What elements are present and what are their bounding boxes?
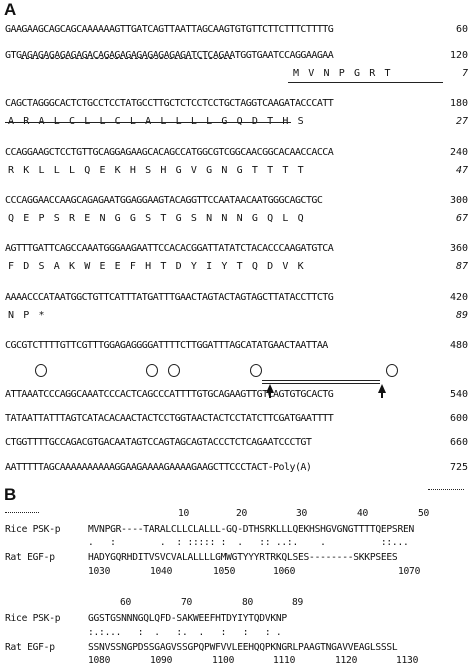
cleavage-arrow-stem-right bbox=[381, 392, 383, 398]
nucleotide-position-number: 600 bbox=[449, 413, 468, 424]
panel-b-label: B bbox=[4, 485, 17, 504]
nucleotide-position-number: 540 bbox=[449, 389, 468, 400]
alignment-tick-label: 10 bbox=[178, 508, 190, 519]
alignment-rat-position: 1050 bbox=[213, 566, 236, 577]
alignment-sequence-rice: GGSTGSNNNGQLQFD-SAKWEEFHTDYIYTQDVKNP bbox=[88, 613, 287, 624]
alignment-sequence-rice: MVNPGR----TARALCLLCLALLL-GQ-DTHSRKLLLQEKHSHGVGNGTTTTQEPSREN bbox=[88, 524, 415, 535]
sulfation-site-circle-D3 bbox=[386, 364, 398, 377]
nucleotide-position-number: 240 bbox=[449, 147, 468, 158]
amino-acid-position-number: 7 bbox=[461, 68, 468, 79]
signal-peptide-underline-row1 bbox=[288, 82, 443, 83]
signal-peptide-underline-row2 bbox=[5, 122, 291, 123]
alignment-row-label: Rice PSK-p bbox=[5, 524, 61, 535]
nucleotide-position-number: 60 bbox=[455, 24, 468, 35]
alignment-match-line: :.:... : . :. . : : : . bbox=[88, 627, 282, 638]
pentapeptide-double-underline bbox=[262, 380, 380, 384]
nucleotide-position-number: 660 bbox=[449, 437, 468, 448]
alignment-tick-label: 80 bbox=[242, 597, 254, 608]
nucleotide-row: AATTTTTAGCAAAAAAAAAAGGAAGAAAAGAAAAGAAGCTTCCCTACT-Poly(A) bbox=[5, 462, 312, 473]
nucleotide-position-number: 725 bbox=[449, 462, 468, 473]
panel-a-label: A bbox=[4, 0, 17, 19]
repeat-underline bbox=[21, 58, 232, 59]
nucleotide-row: CAGCTAGGGCACTCTGCCTCCTATGCCTTGCTCTCCTCCTGCTAGGTCAAGATACCCATT bbox=[5, 98, 334, 109]
alignment-rat-position: 1080 bbox=[88, 655, 111, 666]
nucleotide-row: CCAGGAAGCTCCTGTTGCAGGAGAAGCACAGCCATGGCGTCGGCAACGGCACAACCACCA bbox=[5, 147, 334, 158]
nucleotide-position-number: 360 bbox=[449, 243, 468, 254]
nucleotide-row: GTGAGAGAGAGAGAGACAGAGAGAGAGAGAGAGATCTCAGAATGGTGAATCCAGGAAGAA bbox=[5, 50, 334, 61]
alignment-row-label: Rat EGF-p bbox=[5, 552, 55, 563]
alignment-tick-label: 60 bbox=[120, 597, 132, 608]
nucleotide-position-number: 420 bbox=[449, 292, 468, 303]
nucleotide-position-number: 120 bbox=[449, 50, 468, 61]
alignment-tick-label: 20 bbox=[236, 508, 248, 519]
amino-acid-position-number: 87 bbox=[455, 261, 468, 272]
amino-acid-position-number: 27 bbox=[455, 116, 468, 127]
alignment-sequence-rat: SSNVSSNGPDSSGAGVSSGPQPWFVVLEEHQQPKNGRLPAAGTNGAVVEAGLSSSL bbox=[88, 642, 398, 653]
nucleotide-position-number: 180 bbox=[449, 98, 468, 109]
alignment-rat-position: 1100 bbox=[212, 655, 235, 666]
nucleotide-row: TATAATTATTTAGTCATACACAACTACTCCTGGTAACTACTCCTATCTTCGATGAATTTT bbox=[5, 413, 334, 424]
amino-acid-row: F D S A K W E E F H T D Y I Y T Q D V K bbox=[8, 261, 306, 272]
polyA-signal-underline-2 bbox=[5, 512, 39, 513]
sulfation-site-circle-E2 bbox=[168, 364, 180, 377]
alignment-row-label: Rat EGF-p bbox=[5, 642, 55, 653]
cleavage-arrow-stem-left bbox=[269, 392, 271, 398]
alignment-rat-position: 1030 bbox=[88, 566, 111, 577]
amino-acid-row: A R A L C L L C L A L L L L G Q D T H S bbox=[8, 116, 306, 127]
amino-acid-row: Q E P S R E N G G S T G S N N N G Q L Q bbox=[8, 213, 306, 224]
alignment-rat-position: 1110 bbox=[273, 655, 296, 666]
alignment-tick-label: 89 bbox=[292, 597, 304, 608]
nucleotide-row: ATTAAATCCCAGGCAAATCCCACTCAGCCCATTTTGTGCAGAAGTTGTCAGTGTGCACTG bbox=[5, 389, 334, 400]
polyA-signal-underline-1 bbox=[428, 489, 464, 490]
alignment-match-line: . : . : ::::: : . :: ..:. . ::... bbox=[88, 537, 409, 548]
nucleotide-position-number: 480 bbox=[449, 340, 468, 351]
alignment-rat-position: 1090 bbox=[150, 655, 173, 666]
amino-acid-row: M V N P G R T bbox=[293, 68, 393, 79]
sulfation-site-circle-D2 bbox=[250, 364, 262, 377]
sulfation-site-circle-D bbox=[35, 364, 47, 377]
nucleotide-row: CTGGTTTTGCCAGACGTGACAATAGTCCAGTAGCAGTACCCTCTCAGAATCCCTGT bbox=[5, 437, 312, 448]
alignment-rat-position: 1040 bbox=[150, 566, 173, 577]
nucleotide-row: GAAGAAGCAGCAGCAAAAAAGTTGATCAGTTAATTAGCAAGTGTGTTCTTCTTTCTTTTG bbox=[5, 24, 334, 35]
alignment-rat-position: 1060 bbox=[273, 566, 296, 577]
nucleotide-position-number: 300 bbox=[449, 195, 468, 206]
sulfation-site-circle-E1 bbox=[146, 364, 158, 377]
alignment-sequence-rat: HADYGQRHDITVSVCVALALLLLGMWGTYYYRTRKQLSES--------SKKPSEES bbox=[88, 552, 398, 563]
alignment-tick-label: 30 bbox=[296, 508, 308, 519]
alignment-row-label: Rice PSK-p bbox=[5, 613, 61, 624]
nucleotide-row: CCCAGGAACCAAGCAGAGAATGGAGGAAGTACAGGTTCCAATAACAATGGGCAGCTGC bbox=[5, 195, 323, 206]
nucleotide-row: AGTTTGATTCAGCCAAATGGGAAGAATTCCACACGGATTATATCTACACCCAAGATGTCA bbox=[5, 243, 334, 254]
amino-acid-position-number: 47 bbox=[455, 165, 468, 176]
amino-acid-row: R K L L L Q E K H S H G V G N G T T T T bbox=[8, 165, 306, 176]
amino-acid-row: N P * bbox=[8, 310, 47, 321]
alignment-rat-position: 1130 bbox=[396, 655, 419, 666]
nucleotide-row: AAAACCCATAATGGCTGTTCATTTATGATTTGAACTAGTACTAGTAGCTTATACCTTCTG bbox=[5, 292, 334, 303]
amino-acid-position-number: 89 bbox=[455, 310, 468, 321]
alignment-rat-position: 1120 bbox=[335, 655, 358, 666]
alignment-tick-label: 40 bbox=[357, 508, 369, 519]
nucleotide-row: CGCGTCTTTTGTTCGTTTGGAGAGGGGATTTTCTTGGATTTAGCATATGAACTAATTAA bbox=[5, 340, 328, 351]
alignment-tick-label: 50 bbox=[418, 508, 430, 519]
amino-acid-position-number: 67 bbox=[455, 213, 468, 224]
alignment-rat-position: 1070 bbox=[398, 566, 421, 577]
alignment-tick-label: 70 bbox=[181, 597, 193, 608]
